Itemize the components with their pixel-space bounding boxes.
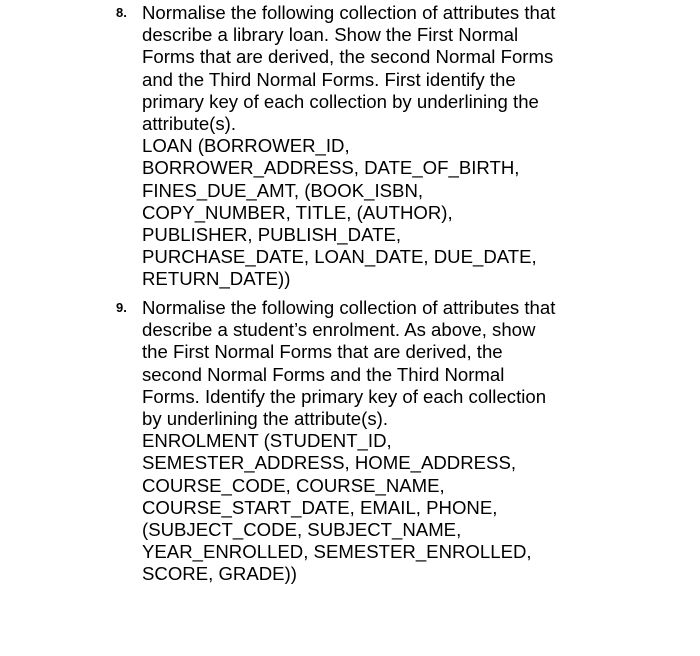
- relation-line: PURCHASE_DATE, LOAN_DATE, DUE_DATE,: [142, 246, 537, 268]
- question-text: [142, 2, 596, 290]
- text-line: Forms. Identify the primary key of each collection: [142, 385, 547, 407]
- question-8: [116, 2, 596, 290]
- text-line: Normalise the following collection of attributes that: [142, 2, 556, 23]
- text-line: Forms that are derived, the second Normal Forms: [142, 46, 554, 68]
- relation-line: BORROWER_ADDRESS, DATE_OF_BIRTH,: [142, 157, 520, 179]
- relation-line: (SUBJECT_CODE, SUBJECT_NAME,: [142, 518, 462, 540]
- relation-line: LOAN (BORROWER_ID,: [142, 135, 350, 157]
- relation-line: COPY_NUMBER, TITLE, (AUTHOR),: [142, 201, 453, 223]
- relation-line: SEMESTER_ADDRESS, HOME_ADDRESS,: [142, 452, 517, 474]
- question-9: [116, 297, 596, 585]
- relation-line: YEAR_ENROLLED, SEMESTER_ENROLLED,: [142, 541, 532, 563]
- text-line: Normalise the following collection of attributes that: [142, 297, 556, 318]
- text-line: by underlining the attribute(s).: [142, 407, 388, 429]
- question-number: 8.: [116, 5, 127, 20]
- text-line: second Normal Forms and the Third Normal: [142, 363, 505, 385]
- relation-line: SCORE, GRADE)): [142, 563, 297, 585]
- question-text: [142, 297, 596, 585]
- text-line: describe a library loan. Show the First Normal: [142, 24, 519, 46]
- relation-line: FINES_DUE_AMT, (BOOK_ISBN,: [142, 179, 424, 201]
- relation-line: RETURN_DATE)): [142, 268, 291, 290]
- text-line: attribute(s).: [142, 112, 237, 134]
- text-line: primary key of each collection by underlining the: [142, 90, 539, 112]
- question-number: 9.: [116, 300, 127, 315]
- relation-line: ENROLMENT (STUDENT_ID,: [142, 430, 392, 452]
- relation-line: COURSE_START_DATE, EMAIL, PHONE,: [142, 496, 498, 518]
- relation-line: PUBLISHER, PUBLISH_DATE,: [142, 223, 402, 245]
- text-line: the First Normal Forms that are derived, the: [142, 341, 503, 363]
- text-line: and the Third Normal Forms. First identify the: [142, 68, 516, 90]
- text-line: describe a student’s enrolment. As above, show: [142, 319, 536, 341]
- relation-line: COURSE_CODE, COURSE_NAME,: [142, 474, 445, 496]
